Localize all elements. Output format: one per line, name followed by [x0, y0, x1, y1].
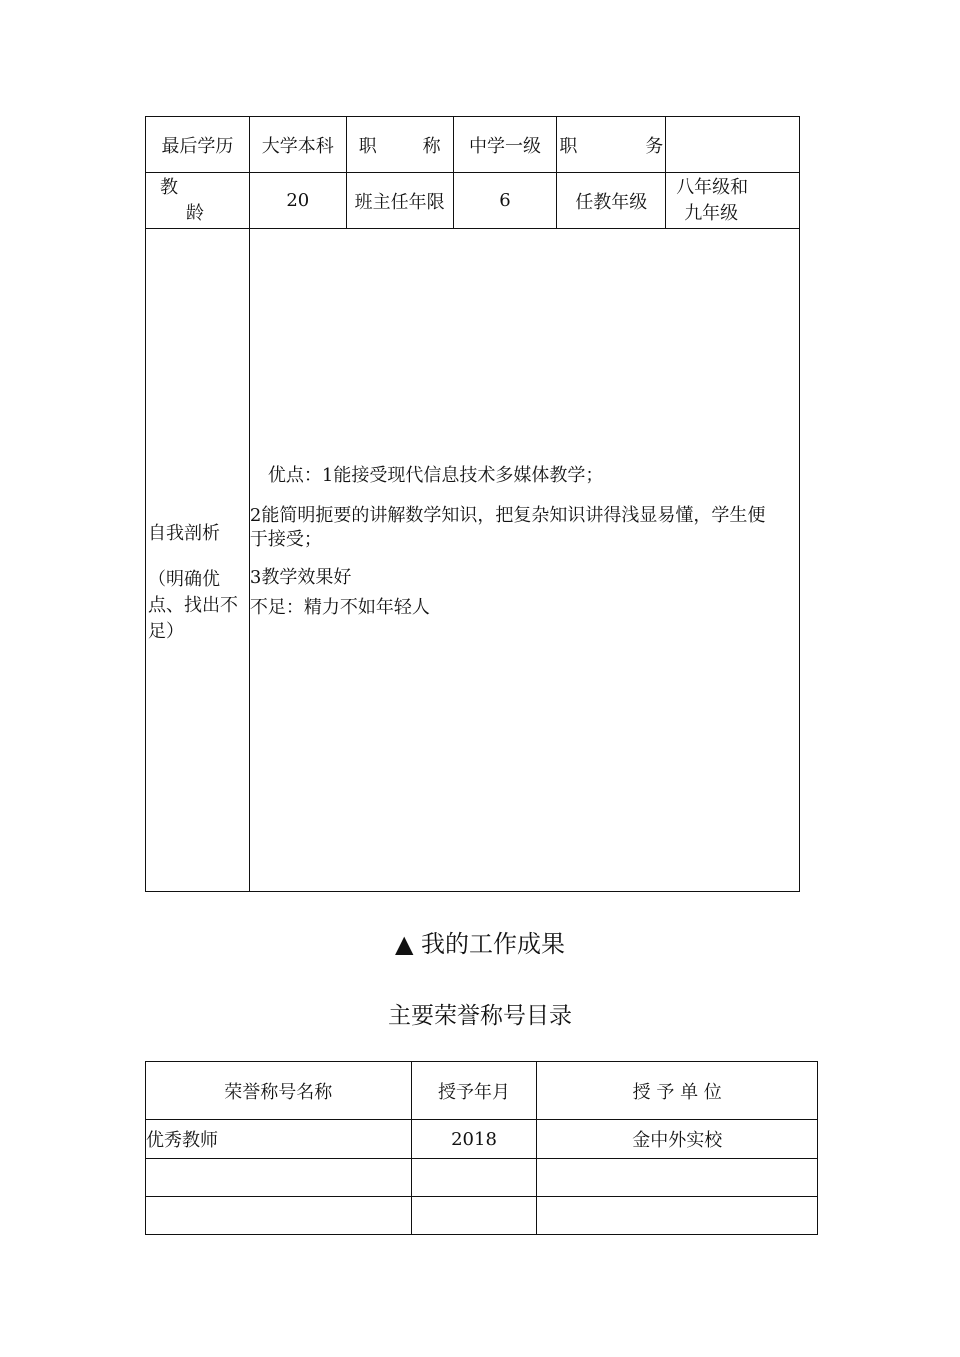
award-date-cell	[411, 1197, 537, 1235]
honor-name-cell: 优秀教师	[146, 1120, 412, 1159]
strength-item-2: 2能简明扼要的讲解数学知识，把复杂知识讲得浅显易懂，学生便于接受；	[249, 505, 766, 550]
table-row	[146, 1120, 818, 1159]
award-unit-cell	[537, 1159, 818, 1197]
strength-item-3: 3教学效果好	[249, 567, 352, 588]
teaching-years-value: 20	[249, 173, 346, 229]
table-row	[146, 1159, 818, 1197]
header-honor-name: 荣誉称号名称	[146, 1062, 412, 1120]
headteacher-years-label: 班主任年限	[346, 173, 453, 229]
header-award-date: 授予年月	[411, 1062, 537, 1120]
education-value: 大学本科	[249, 117, 346, 173]
section-title: ▲ 我的工作成果	[394, 930, 566, 958]
table-row	[146, 1197, 818, 1235]
award-date-cell	[411, 1159, 537, 1197]
post-value	[666, 117, 800, 173]
teacher-profile-table	[145, 116, 800, 892]
teaching-years-label: 教 龄	[146, 173, 250, 229]
self-analysis-title: 自我剖析	[148, 523, 220, 544]
professional-title-value: 中学一级	[453, 117, 557, 173]
education-label: 最后学历	[146, 117, 250, 173]
self-analysis-label	[146, 229, 250, 892]
award-unit-cell: 金中外实校	[537, 1120, 818, 1159]
header-award-unit: 授 予 单 位	[537, 1062, 818, 1120]
self-analysis-content	[249, 229, 799, 892]
honors-table	[145, 1061, 818, 1235]
honor-name-cell	[146, 1159, 412, 1197]
post-label: 职 务	[557, 117, 666, 173]
self-analysis-hint: （明确优点、找出不足）	[148, 569, 238, 642]
award-date-cell: 2018	[411, 1120, 537, 1159]
honors-subtitle: 主要荣誉称号目录	[388, 1003, 572, 1029]
honor-name-cell	[146, 1197, 412, 1235]
weakness-item: 不足：精力不如年轻人	[249, 597, 430, 618]
strength-item-1: 优点：1能接受现代信息技术多媒体教学；	[267, 465, 604, 486]
headteacher-years-value: 6	[453, 173, 557, 229]
professional-title-label: 职 称	[346, 117, 453, 173]
award-unit-cell	[537, 1197, 818, 1235]
table-header-row	[146, 1062, 818, 1120]
teaching-grade-label: 任教年级	[557, 173, 666, 229]
teaching-grade-value: 八年级和 九年级	[666, 173, 800, 229]
